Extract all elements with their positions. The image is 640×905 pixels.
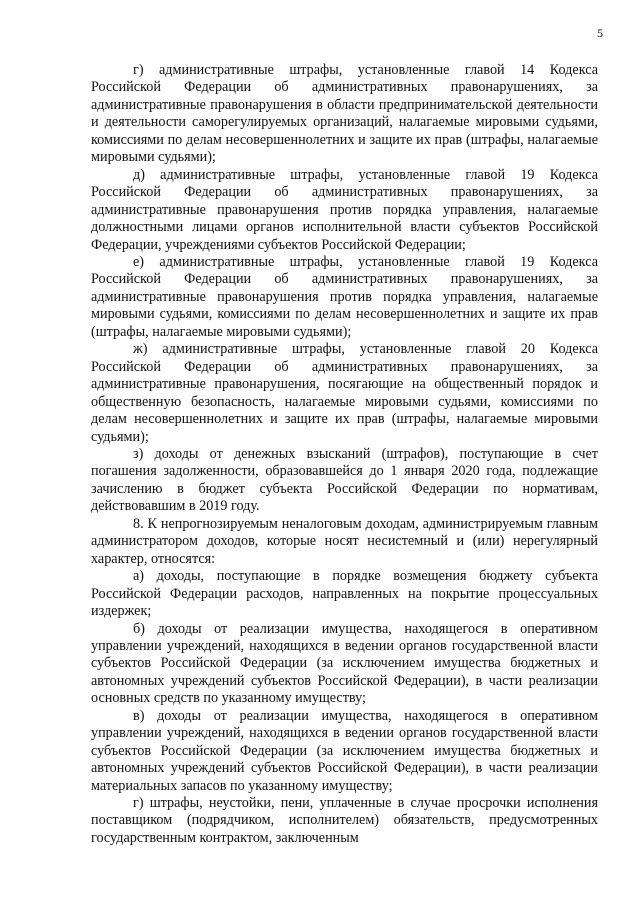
paragraph-d-chapter-19-officials: д) административные штрафы, установленные главой 19 Кодекса Российской Федерации об административных правонарушениях, за административные правонарушения против порядка управления, налагаемые должностными лицами органов исполнительной власти субъектов Российской Федерации, учреждениями субъектов Российской Федерации;	[91, 166, 598, 253]
paragraph-g-penalties: г) штрафы, неустойки, пени, уплаченные в случае просрочки исполнения поставщиком (подрядчиком, исполнителем) обязательств, предусмотренных государственным контрактом, заключенным	[91, 795, 598, 846]
paragraph-v-material-stocks: в) доходы от реализации имущества, находящегося в оперативном управлении учреждений, находящихся в ведении органов государственной власти субъектов Российской Федерации (за исключением имущества бюджетных и автономных учреждений субъектов Российской Федерации), в части реализации материальных запасов по указанному имуществу;	[91, 707, 598, 794]
paragraph-g-chapter-14: г) административные штрафы, установленные главой 14 Кодекса Российской Федерации об административных правонарушениях, за административные правонарушения в области предпринимательской деятельности и деятельности саморегулируемых организаций, налагаемые мировыми судьями, комиссиями по делам несовершеннолетних и защите их прав (штрафы, налагаемые мировыми судьями);	[91, 62, 598, 166]
paragraph-8-unforecast-revenue: 8. К непрогнозируемым неналоговым доходам, администрируемым главным администратором доходов, которые носят несистемный и (или) нерегулярный характер, относятся:	[91, 515, 598, 567]
paragraph-b-fixed-assets: б) доходы от реализации имущества, находящегося в оперативном управлении учреждений, находящихся в ведении органов государственной власти субъектов Российской Федерации (за исключением имущества бюджетных и автономных учреждений субъектов Российской Федерации), в части реализации основных средств по указанному имуществу;	[91, 620, 598, 707]
paragraph-a-procedural-costs: а) доходы, поступающие в порядке возмещения бюджету субъекта Российской Федерации расходов, направленных на покрытие процессуальных издержек;	[91, 568, 598, 620]
document-body	[91, 62, 598, 847]
paragraph-z-debt-repayment: з) доходы от денежных взысканий (штрафов), поступающие в счет погашения задолженности, образовавшейся до 1 января 2020 года, подлежащие зачислению в бюджет субъекта Российской Федерации по нормативам, действовавшим в 2019 году.	[91, 445, 598, 515]
page-number: 5	[597, 26, 603, 40]
paragraph-zh-chapter-20: ж) административные штрафы, установленные главой 20 Кодекса Российской Федерации об административных правонарушениях, за административные правонарушения, посягающие на общественный порядок и общественную безопасность, налагаемые мировыми судьями, комиссиями по делам несовершеннолетних и защите их прав (штрафы, налагаемые мировыми судьями);	[91, 341, 598, 445]
paragraph-e-chapter-19-judges: е) административные штрафы, установленные главой 19 Кодекса Российской Федерации об административных правонарушениях, за административные правонарушения против порядка управления, налагаемые мировыми судьями, комиссиями по делам несовершеннолетних и защите их прав (штрафы, налагаемые мировыми судьями);	[91, 253, 598, 340]
